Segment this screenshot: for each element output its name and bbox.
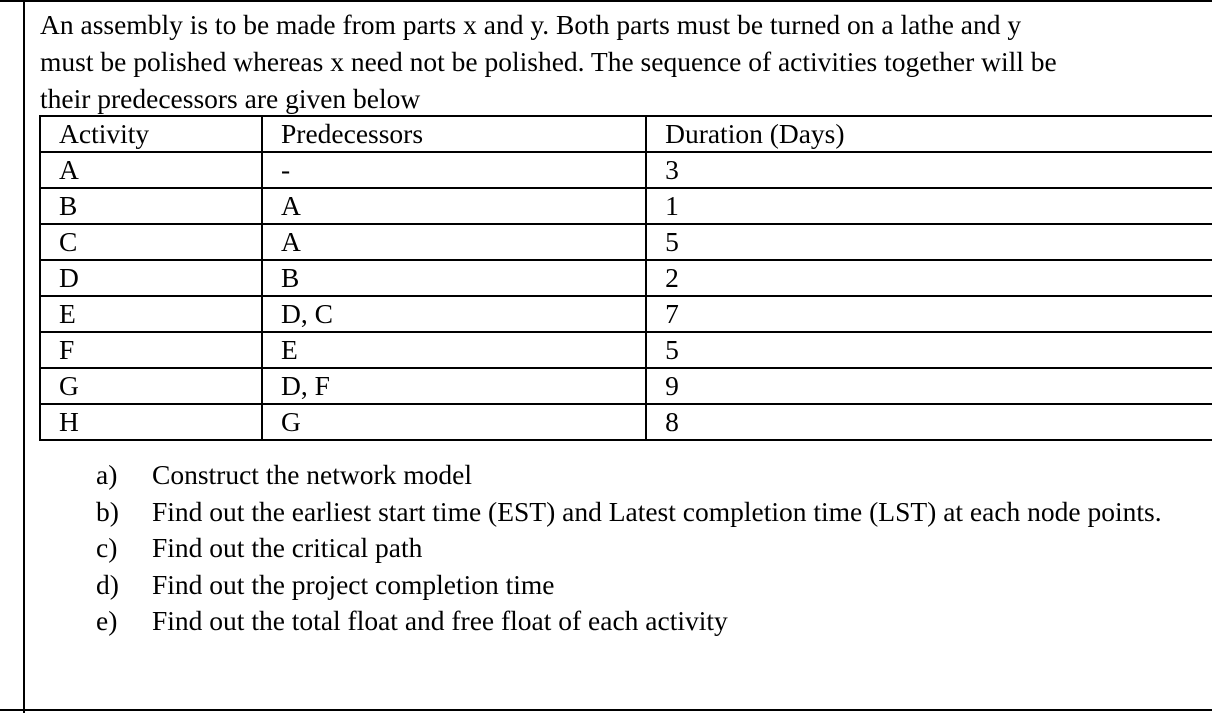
cell-duration: 2 bbox=[646, 260, 1212, 296]
header-predecessors: Predecessors bbox=[262, 116, 646, 152]
question-text: Find out the project completion time bbox=[152, 568, 555, 600]
cell-predecessors: A bbox=[262, 224, 646, 260]
cell-activity: C bbox=[40, 224, 262, 260]
header-duration: Duration (Days) bbox=[646, 116, 1212, 152]
question-list bbox=[96, 457, 1202, 640]
question-marker: e) bbox=[96, 605, 118, 636]
cell-predecessors: - bbox=[262, 152, 646, 188]
cell-duration: 5 bbox=[646, 224, 1212, 260]
table-row bbox=[40, 404, 1212, 440]
cell-predecessors: D, C bbox=[262, 296, 646, 332]
table-row bbox=[40, 368, 1212, 404]
question-text: Find out the total float and free float of each activity bbox=[152, 605, 728, 636]
cell-duration: 7 bbox=[646, 296, 1212, 332]
frame-top-border bbox=[0, 0, 1212, 2]
table-row bbox=[40, 152, 1212, 188]
table-row bbox=[40, 260, 1212, 296]
cell-duration: 8 bbox=[646, 404, 1212, 440]
problem-statement-line: their predecessors are given below bbox=[40, 83, 421, 114]
cell-activity: B bbox=[40, 188, 262, 224]
question-item bbox=[96, 457, 1202, 494]
question-marker: b) bbox=[96, 495, 119, 527]
frame-left-border bbox=[23, 0, 25, 713]
activity-table bbox=[39, 115, 1212, 441]
cell-activity: H bbox=[40, 404, 262, 440]
problem-statement bbox=[40, 6, 1208, 117]
cell-activity: E bbox=[40, 296, 262, 332]
cell-predecessors: D, F bbox=[262, 368, 646, 404]
question-text: Find out the earliest start time (EST) and Latest completion time (LST) at each node points. bbox=[152, 495, 1162, 527]
cell-duration: 1 bbox=[646, 188, 1212, 224]
question-text: Construct the network model bbox=[152, 459, 473, 490]
table-row bbox=[40, 224, 1212, 260]
cell-duration: 9 bbox=[646, 368, 1212, 404]
cell-predecessors: A bbox=[262, 188, 646, 224]
cell-activity: G bbox=[40, 368, 262, 404]
cell-duration: 3 bbox=[646, 152, 1212, 188]
header-activity: Activity bbox=[40, 116, 262, 152]
cell-predecessors: G bbox=[262, 404, 646, 440]
question-text: Find out the critical path bbox=[152, 532, 423, 563]
cell-duration: 5 bbox=[646, 332, 1212, 368]
question-marker: d) bbox=[96, 568, 119, 600]
cell-activity: D bbox=[40, 260, 262, 296]
table-row bbox=[40, 188, 1212, 224]
table-header-row bbox=[40, 116, 1212, 152]
table-row bbox=[40, 296, 1212, 332]
table-row bbox=[40, 332, 1212, 368]
problem-statement-line: An assembly is to be made from parts x and y. Both parts must be turned on a lathe and y bbox=[40, 9, 1022, 40]
cell-predecessors: B bbox=[262, 260, 646, 296]
question-item bbox=[96, 567, 1202, 604]
question-item bbox=[96, 603, 1202, 640]
cell-activity: F bbox=[40, 332, 262, 368]
problem-statement-line: must be polished whereas x need not be polished. The sequence of activities together will be bbox=[40, 46, 1057, 77]
question-item bbox=[96, 494, 1202, 531]
cell-activity: A bbox=[40, 152, 262, 188]
question-item bbox=[96, 530, 1202, 567]
question-marker: a) bbox=[96, 459, 118, 490]
frame-bottom-border bbox=[0, 709, 1212, 711]
question-marker: c) bbox=[96, 532, 118, 563]
cell-predecessors: E bbox=[262, 332, 646, 368]
